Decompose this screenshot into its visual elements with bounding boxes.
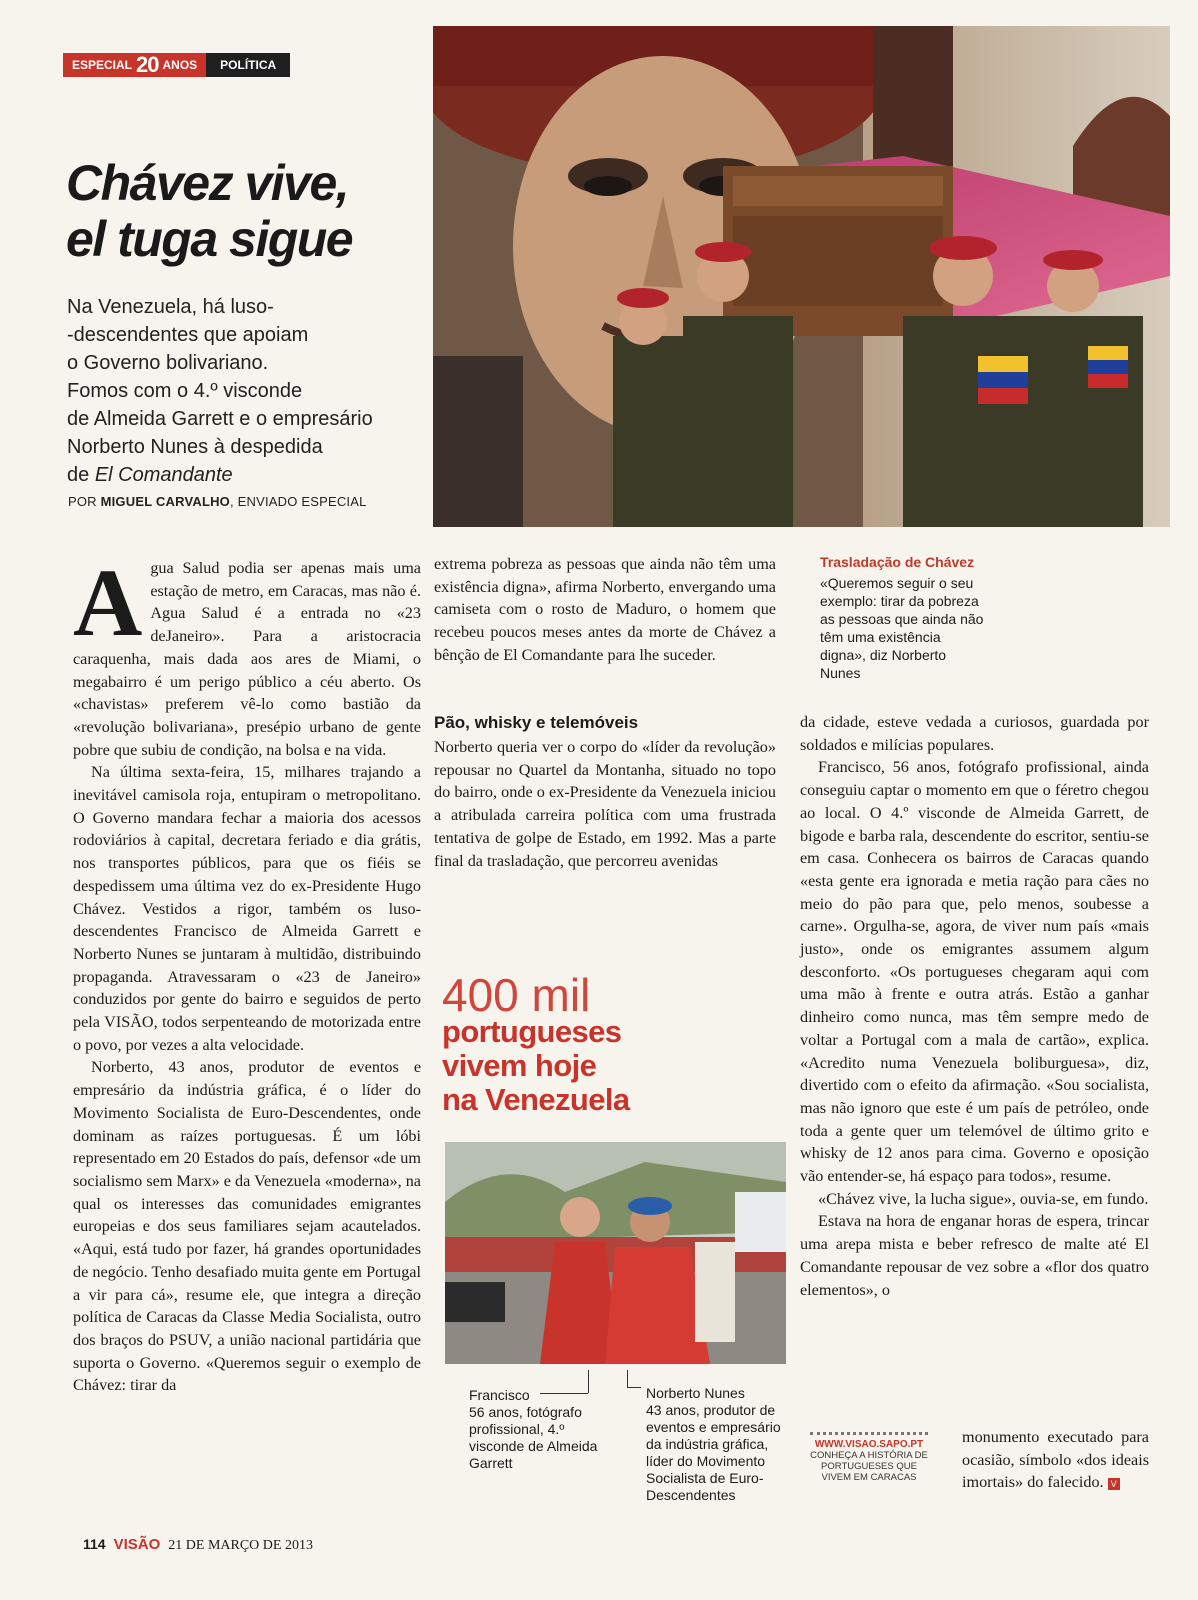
especial-label: ESPECIAL (72, 58, 133, 72)
special-edition-badge (63, 53, 206, 77)
article-column-2-top (434, 553, 776, 667)
francisco-caption-name: Francisco (469, 1387, 530, 1403)
francisco-caption-desc: 56 anos, fotógrafo profissional, 4.º visconde de Almeida Garrett (469, 1404, 598, 1471)
pull-quote-line: vivem hoje (442, 1048, 597, 1083)
subtitle-line: o Governo bolivariano. (67, 352, 269, 374)
section-label: POLÍTICA (206, 53, 290, 77)
portrait-photo (445, 1142, 786, 1364)
caption-leader-line (588, 1370, 589, 1393)
norberto-caption-name: Norberto Nunes (646, 1385, 745, 1401)
article-column-3-end (962, 1426, 1149, 1494)
author-role: , ENVIADO ESPECIAL (230, 494, 367, 509)
web-promo-text: CONHEÇA A HISTÓRIA DE PORTUGUESES QUE VIVEM EM CARACAS (810, 1450, 928, 1483)
subtitle-line: -descendentes que apoiam (67, 324, 309, 346)
section-tag (63, 53, 290, 77)
paragraph: monumento executado para ocasião, símbolo «dos ideais imortais» do falecido. V (962, 1428, 1149, 1492)
caption-leader-line (627, 1387, 641, 1388)
norberto-caption-desc: 43 anos, produtor de eventos e empresário da indústria gráfica, líder do Movimento Socialista de Euro-Descendentes (646, 1402, 781, 1503)
article-column-2-bottom (434, 736, 776, 872)
byline: POR MIGUEL CARVALHO, ENVIADO ESPECIAL (68, 494, 367, 509)
page-number: 114 (83, 1536, 106, 1552)
article-title (66, 155, 406, 267)
subtitle-line: Fomos com o 4.º visconde (67, 380, 303, 402)
paragraph: Estava na hora de enganar horas de espera, trincar uma arepa mista e beber refresco de malte até El Comandante repousar de vez sobre a «flor dos quatro elementos», o (800, 1212, 1149, 1299)
paragraph: Francisco, 56 anos, fotógrafo profissional, ainda conseguiu captar o momento em que o féretro chegou ao local. O 4.º visconde de Almeida Garrett, de bigode e barba rala, descendente do escritor, sentiu-se em casa. Conhecera os bairros de Caracas quando «esta gente era ignorada e metia ração para cães no meio do pão para que, pelo menos, soubesse a carne». Orgulha-se, agora, de viver num país «mais justo», onde os emigrantes assumem algum desconforto. «Os portugueses chegaram aqui com uma mão à frente e outra atrás. Estão a ganhar dinheiro como nunca, mas têm sempre medo de voltar a Portugal com a mala de cartão», explica. «Acredito numa Venezuela boliburguesa», diz, divertido com o efeito da afirmação. «Sou socialista, mas não ignoro que este é um país de petróleo, onde toda a gente quer um telemóvel de último grito e whisky de 12 anos para cima. Governo e oposição vão entender-se, há espaço para todos», resume. (800, 758, 1149, 1186)
web-promo-box (810, 1432, 928, 1483)
end-mark-icon: V (1108, 1478, 1120, 1490)
paragraph: extrema pobreza as pessoas que ainda não têm uma existência digna», afirma Norberto, envergando uma camiseta com o rosto de Maduro, o homem que recebeu poucos meses antes da morte de Chávez a bênção de El Comandante para lhe suceder. (434, 555, 776, 664)
paragraph: «Chávez vive, la lucha sigue», ouvia-se, em fundo. (818, 1189, 1149, 1208)
article-column-1 (73, 549, 421, 1397)
web-url-link[interactable]: WWW.VISAO.SAPO.PT (814, 1439, 924, 1450)
subtitle-line: de El Comandante (67, 464, 233, 486)
article-subtitle (67, 293, 407, 489)
pull-quote-text (442, 1015, 630, 1117)
section-subhead: Pão, whisky e telemóveis (434, 713, 639, 732)
pull-quote-line: portugueses (442, 1014, 622, 1049)
caption-leader-line (540, 1393, 588, 1394)
hero-caption-title: Trasladação de Chávez (820, 554, 975, 570)
subtitle-italic: El Comandante (94, 464, 233, 486)
page-footer (83, 1536, 313, 1554)
anos-label: ANOS (162, 58, 198, 72)
author-name: MIGUEL CARVALHO (100, 494, 230, 509)
pull-quote-line: na Venezuela (442, 1082, 630, 1117)
paragraph: Norberto queria ver o corpo do «líder da revolução» repousar no Quartel da Montanha, situado no topo do bairro, onde o ex-Presidente da Venezuela iniciou a atribulada carreira política com uma frustrada tentativa de golpe de Estado, em 1992. Mas a parte final da trasladação, que percorreu avenidas (434, 738, 776, 870)
subtitle-line: de Almeida Garrett e o empresário (67, 408, 373, 430)
paragraph: Norberto, 43 anos, produtor de eventos e empresário da indústria gráfica, é o líder do Movimento Socialista de Euro-Descendentes, onde dominam as raízes portuguesas. É um lóbi representado em 20 Estados do país, defensor «de um socialismo sem Marx» e da Venezuela «moderna», na qual os interesses das comunidades emigrantes europeias e dos seus familiares sejam acautelados. «Aqui, está tudo por fazer, há grandes oportunidades de negócio. Tenho desafiado muita gente em Portugal a vir para cá», resume ele, que integra a direção política de Caracas da Classe Media Socialista, outro dos braços do PSUV, a união nacional partidária que suporta o Governo. «Queremos seguir o exemplo de Chávez: tirar da (73, 1058, 421, 1395)
web-box-divider (810, 1432, 928, 1435)
issue-date: 21 DE MARÇO DE 2013 (168, 1538, 313, 1553)
pull-quote-number: 400 mil (442, 969, 591, 1021)
paragraph: Na última sexta-feira, 15, milhares trajando a inevitável camisola roja, entupiram o metropolitano. O Governo mandara fechar a maioria dos acessos rodoviários à capital, decretara feriado e dia grátis, nos transportes públicos, para que os fiéis se despedissem uma última vez do ex-Presidente Hugo Chávez. Vestidos a rigor, também os luso-descendentes Francisco de Almeida Garrett e Norberto Nunes se juntaram à multidão, distribuindo propaganda. Atravessaram o «23 de Janeiro» conduzidos por gente do bairro e seguidos de perto pela VISÃO, todos serpenteando de motorizada entre o povo, por vezes a alta velocidade. (73, 763, 421, 1054)
magazine-brand: VISÃO (113, 1536, 161, 1553)
hero-caption-text: «Queremos seguir o seu exemplo: tirar da pobreza as pessoas que ainda não têm uma existência digna», diz Norberto Nunes (820, 575, 984, 681)
paragraph: gua Salud podia ser apenas mais uma estação de metro, em Caracas, mas não é. Agua Salud é a entrada no «23 deJaneiro». Para a aristocracia caraquenha, mais dada aos ares de Miami, o megabairro é um perigo público a céu aberto. Os «chavistas» preferem vê-lo como bastião da «revolução bolivariana», presépio urbano de gente pobre que subiu de condição, na bolsa e na vida. (73, 559, 421, 759)
caption-leader-line (627, 1370, 628, 1387)
especial-number: 20 (136, 52, 159, 77)
title-line-1: Chávez vive, (66, 155, 349, 211)
subtitle-line: Norberto Nunes à despedida (67, 436, 323, 458)
paragraph: da cidade, esteve vedada a curiosos, guardada por soldados e milícias populares. (800, 713, 1149, 754)
subtitle-line: Na Venezuela, há luso- (67, 296, 274, 318)
title-line-2: el tuga sigue (66, 211, 353, 267)
article-column-3 (800, 711, 1149, 1301)
drop-cap: A (73, 549, 143, 656)
hero-photo (433, 26, 1170, 527)
